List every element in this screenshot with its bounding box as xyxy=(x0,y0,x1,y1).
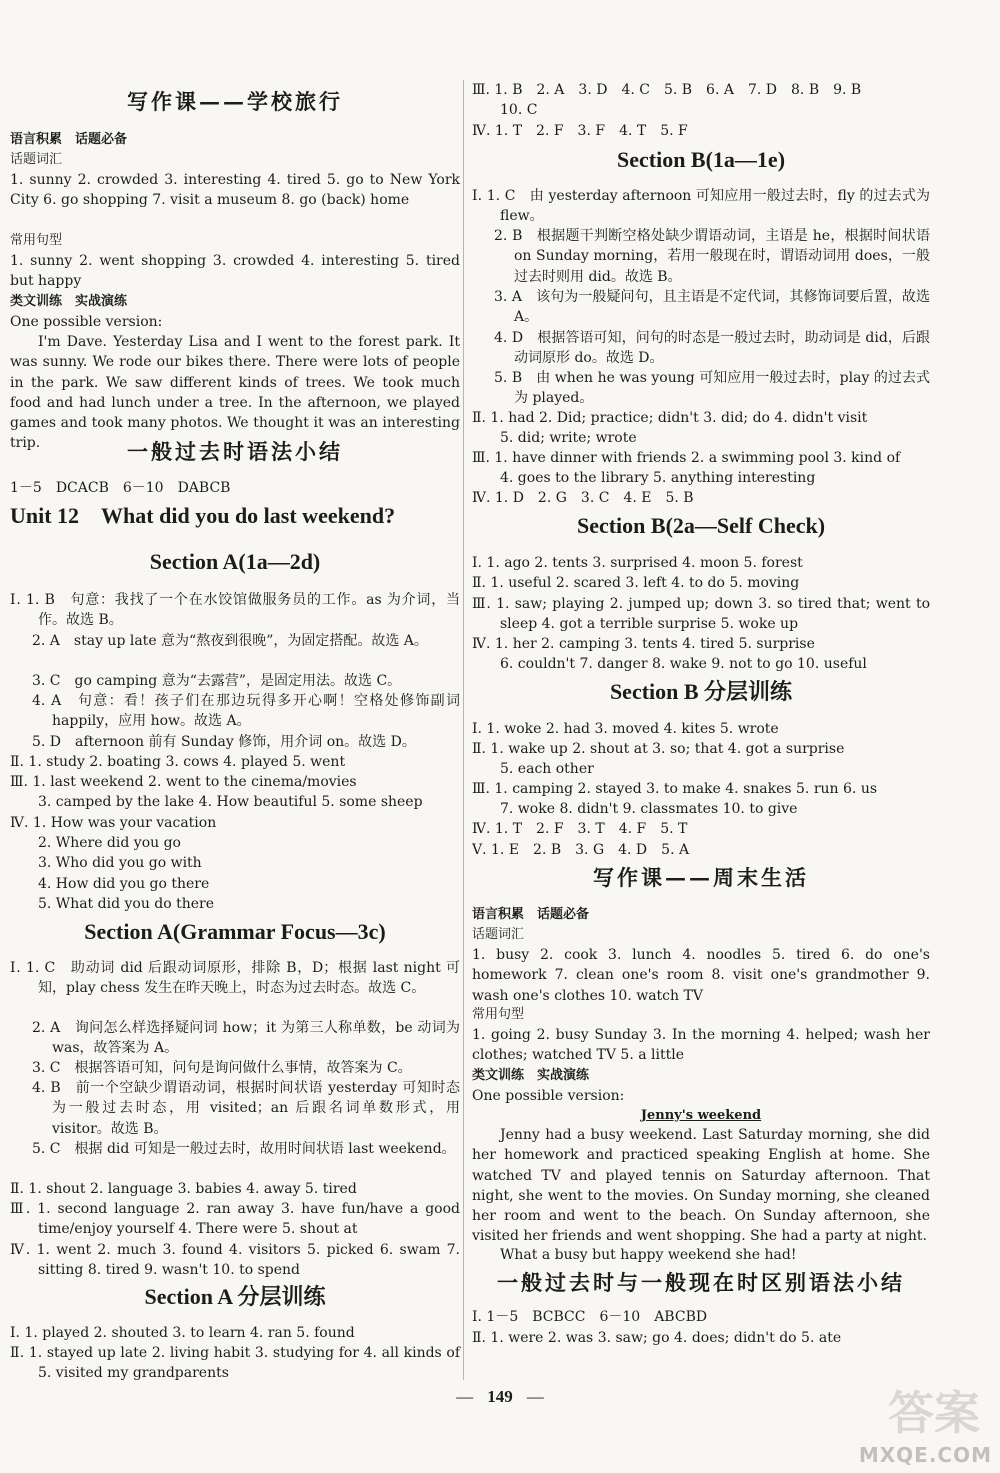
section-b1-iii-2: 4. goes to the library 5. anything interesting xyxy=(500,470,816,486)
section-a-grammar-title: Section A(Grammar Focus—3c) xyxy=(84,919,386,944)
language-accumulation-heading-2: 语言积累 话题必备 xyxy=(472,907,590,922)
grammar-i-3: 3. C 根据答语可知，问句是询问做什么事情，故答案为 C。 xyxy=(32,1060,412,1076)
section-b1-i-4: 4. D 根据答语可知，问句的时态是一般过去时，助动词是 did，后跟动词原形 do。故选 D。 xyxy=(494,330,930,367)
section-b1-i-5: 5. B 由 when he was young 可知应用一般过去时，play 的过去式为 played。 xyxy=(494,370,930,407)
section-a-i-1: Ⅰ. 1. B 句意：我找了一个在水饺馆做服务员的工作。as 为介词，当作。故选 B。 xyxy=(10,592,460,629)
right-top-iii-1: Ⅲ. 1. B 2. A 3. D 4. C 5. B 6. A 7. D 8. B 9. B xyxy=(472,82,862,98)
writing-lesson-weekend-title: 写作课——周末生活 xyxy=(593,865,809,890)
grammar-difference-i: Ⅰ. 1－5 BCBCC 6－10 ABCBD xyxy=(472,1309,708,1325)
grammar-summary-answers: 1－5 DCACB 6－10 DABCB xyxy=(10,480,231,496)
layered-a-ii: Ⅱ. 1. stayed up late 2. living habit 3. studying for 4. all kinds of 5. visited my grandparents xyxy=(10,1345,460,1382)
section-b1-ii-2: 5. did; write; wrote xyxy=(500,430,637,446)
section-a-iii-2: 3. camped by the lake 4. How beautiful 5. some sheep xyxy=(38,794,423,810)
language-accumulation-heading: 语言积累 话题必备 xyxy=(10,132,128,147)
section-a-iv-3: 3. Who did you go with xyxy=(38,855,202,871)
section-b2-iv-1: Ⅳ. 1. her 2. camping 3. tents 4. tired 5. surprise xyxy=(472,636,815,652)
section-b2-i: Ⅰ. 1. ago 2. tents 3. surprised 4. moon 5. forest xyxy=(472,555,803,571)
right-top-iv: Ⅳ. 1. T 2. F 3. F 4. T 5. F xyxy=(472,123,688,139)
layered-b-i: Ⅰ. 1. woke 2. had 3. moved 4. kites 5. wrote xyxy=(472,721,779,737)
grammar-difference-title: 一般过去时与一般现在时区别语法小结 xyxy=(497,1270,905,1295)
section-a-i-3: 3. C go camping 意为“去露营”，是固定用法。故选 C。 xyxy=(32,673,402,689)
grammar-i-1: Ⅰ. 1. C 助动词 did 后跟动词原形，排除 B，D；根据 last night 可知，play chess 发生在昨天晚上，时态为过去时态。故选 C。 xyxy=(10,960,460,997)
grammar-i-4: 4. B 前一个空缺少谓语动词，根据时间状语 yesterday 可知时态为一般过去时态，用 visited；an 后跟名词单数形式，用 visitor。故选 B。 xyxy=(32,1080,460,1137)
section-a-ii: Ⅱ. 1. study 2. boating 3. cows 4. played 5. went xyxy=(10,754,346,770)
section-b2-title: Section B(2a—Self Check) xyxy=(576,513,826,538)
section-b1-ii-1: Ⅱ. 1. had 2. Did; practice; didn't 3. did; do 4. didn't visit xyxy=(472,410,868,426)
section-b1-iv: Ⅳ. 1. D 2. G 3. C 4. E 5. B xyxy=(472,490,694,506)
grammar-difference-ii: Ⅱ. 1. were 2. was 3. saw; go 4. does; didn't do 5. ate xyxy=(472,1330,842,1346)
layered-b-iii-2: 7. woke 8. didn't 9. classmates 10. to give xyxy=(500,801,798,817)
school-trip-essay: I'm Dave. Yesterday Lisa and I went to the forest park. It was sunny. We rode our bikes there. There were lots of people in the park. We saw different kinds of trees. We took much food and had lunch under a tree. In the afternoon, we played games and took many photos. We thought it was an interesting trip. xyxy=(10,334,460,452)
section-a-iv-4: 4. How did you go there xyxy=(38,876,210,892)
section-b-layered-title: Section B 分层训练 xyxy=(609,679,793,704)
column-divider xyxy=(463,80,464,1380)
section-a-i-2: 2. A stay up late 意为“熬夜到很晚”，为固定搭配。故选 A。 xyxy=(32,633,428,649)
right-top-iii-2: 10. C xyxy=(500,102,538,118)
watermark-text: MXQE.COM xyxy=(858,1443,992,1467)
possible-version-label-2: One possible version: xyxy=(472,1088,625,1104)
section-b2-iv-2: 6. couldn't 7. danger 8. wake 9. not to go 10. useful xyxy=(500,656,867,672)
watermark-logo: 答案 xyxy=(888,1386,980,1440)
layered-b-iv: Ⅳ. 1. T 2. F 3. T 4. F 5. T xyxy=(472,821,688,837)
topic-vocabulary: 1. sunny 2. crowded 3. interesting 4. tired 5. go to New York City 6. go shopping 7. visit a museum 8. go (back) home xyxy=(10,172,460,209)
grammar-ii: Ⅱ. 1. shout 2. language 3. babies 4. away 5. tired xyxy=(10,1181,357,1197)
layered-b-v: Ⅴ. 1. E 2. B 3. G 4. D 5. A xyxy=(472,842,690,858)
weekend-essay: Jenny had a busy weekend. Last Saturday morning, she did her homework and practiced speaking English at home. She watched TV and played tennis on Saturday afternoon. That night, she went to the movies. On Sunday morning, she cleaned her room and went to the beach. On Sunday afternoon, she visited her friends and went shopping. She had a party at night. xyxy=(472,1127,930,1245)
section-a-iv-2: 2. Where did you go xyxy=(38,835,181,851)
layered-a-i: Ⅰ. 1. played 2. shouted 3. to learn 4. ran 5. found xyxy=(10,1325,355,1341)
grammar-i-5: 5. C 根据 did 可知是一般过去时，故用时间状语 last weekend。 xyxy=(32,1141,456,1157)
section-b2-ii: Ⅱ. 1. useful 2. scared 3. left 4. to do 5. moving xyxy=(472,575,800,591)
practice-heading-2: 类文训练 实战演练 xyxy=(472,1068,590,1083)
section-b1-iii-1: Ⅲ. 1. have dinner with friends 2. a swimming pool 3. kind of xyxy=(472,450,901,466)
section-a-iv-1: Ⅳ. 1. How was your vacation xyxy=(10,815,217,831)
grammar-iii: Ⅲ. 1. second language 2. ran away 3. have fun/have a good time/enjoy yourself 4. There were 5. shout at xyxy=(10,1201,460,1238)
section-a-layered-title: Section A 分层训练 xyxy=(144,1284,326,1309)
topic-vocabulary-heading: 话题词汇 xyxy=(10,152,63,167)
common-sentences-2: 1. going 2. busy Sunday 3. In the morning 4. helped; wash her clothes; watched TV 5. a little xyxy=(472,1027,930,1064)
common-sentences: 1. sunny 2. went shopping 3. crowded 4. interesting 5. tired but happy xyxy=(10,253,460,290)
possible-version-label: One possible version: xyxy=(10,314,163,330)
grammar-i-2: 2. A 询问怎么样选择疑问词 how；it 为第三人称单数，be 动词为 was，故答案为 A。 xyxy=(32,1020,460,1057)
essay-title: Jenny's weekend xyxy=(640,1108,762,1123)
section-a-iv-5: 5. What did you do there xyxy=(38,896,215,912)
section-b1-i-3: 3. A 该句为一般疑问句，且主语是不定代词，其修饰词要后置，故选 A。 xyxy=(494,289,930,326)
practice-heading: 类文训练 实战演练 xyxy=(10,294,128,309)
common-sentences-heading-2: 常用句型 xyxy=(472,1007,525,1022)
section-a-i-5: 5. D afternoon 前有 Sunday 修饰，用介词 on。故选 D。 xyxy=(32,734,416,750)
writing-lesson-school-trip-title: 写作课——学校旅行 xyxy=(127,89,343,114)
section-b1-title: Section B(1a—1e) xyxy=(616,147,786,172)
section-b1-i-2: 2. B 根据题干判断空格处缺少谓语动词，主语是 he，根据时间状语 on Sunday morning，若用一般现在时，谓语动词用 does，一般过去时则用 did。故选 B。 xyxy=(494,228,930,285)
topic-vocabulary-heading-2: 话题词汇 xyxy=(472,927,525,942)
common-sentences-heading: 常用句型 xyxy=(10,233,63,248)
layered-b-iii-1: Ⅲ. 1. camping 2. stayed 3. to make 4. snakes 5. run 6. us xyxy=(472,781,878,797)
section-a-title: Section A(1a—2d) xyxy=(149,549,321,574)
topic-vocabulary-2: 1. busy 2. cook 3. lunch 4. noodles 5. tired 6. do one's homework 7. clean one's room 8. visit one's grandmother 9. wash one's clothes 10. watch TV xyxy=(472,947,930,1004)
section-b2-iii: Ⅲ. 1. saw; playing 2. jumped up; down 3. so tired that; went to sleep 4. got a terrible surprise 5. woke up xyxy=(472,596,930,633)
grammar-iv: Ⅳ. 1. went 2. much 3. found 4. visitors 5. picked 6. swam 7. sitting 8. tired 9. wasn't 10. to spend xyxy=(10,1242,460,1279)
page-number: — 149 — xyxy=(456,1387,544,1406)
grammar-summary-title: 一般过去时语法小结 xyxy=(127,439,343,464)
section-a-iii-1: Ⅲ. 1. last weekend 2. went to the cinema/movies xyxy=(10,774,357,790)
layered-b-ii-2: 5. each other xyxy=(500,761,594,777)
section-b1-i-1: Ⅰ. 1. C 由 yesterday afternoon 可知应用一般过去时，fly 的过去式为 flew。 xyxy=(472,188,930,225)
section-a-i-4: 4. A 句意：看！孩子们在那边玩得多开心啊！空格处修饰副词 happily，应用 how。故选 A。 xyxy=(32,693,460,730)
unit-title: Unit 12 What did you do last weekend? xyxy=(10,503,396,528)
layered-b-ii-1: Ⅱ. 1. wake up 2. shout at 3. so; that 4. got a surprise xyxy=(472,741,845,757)
weekend-essay-ending: What a busy but happy weekend she had! xyxy=(500,1247,797,1263)
